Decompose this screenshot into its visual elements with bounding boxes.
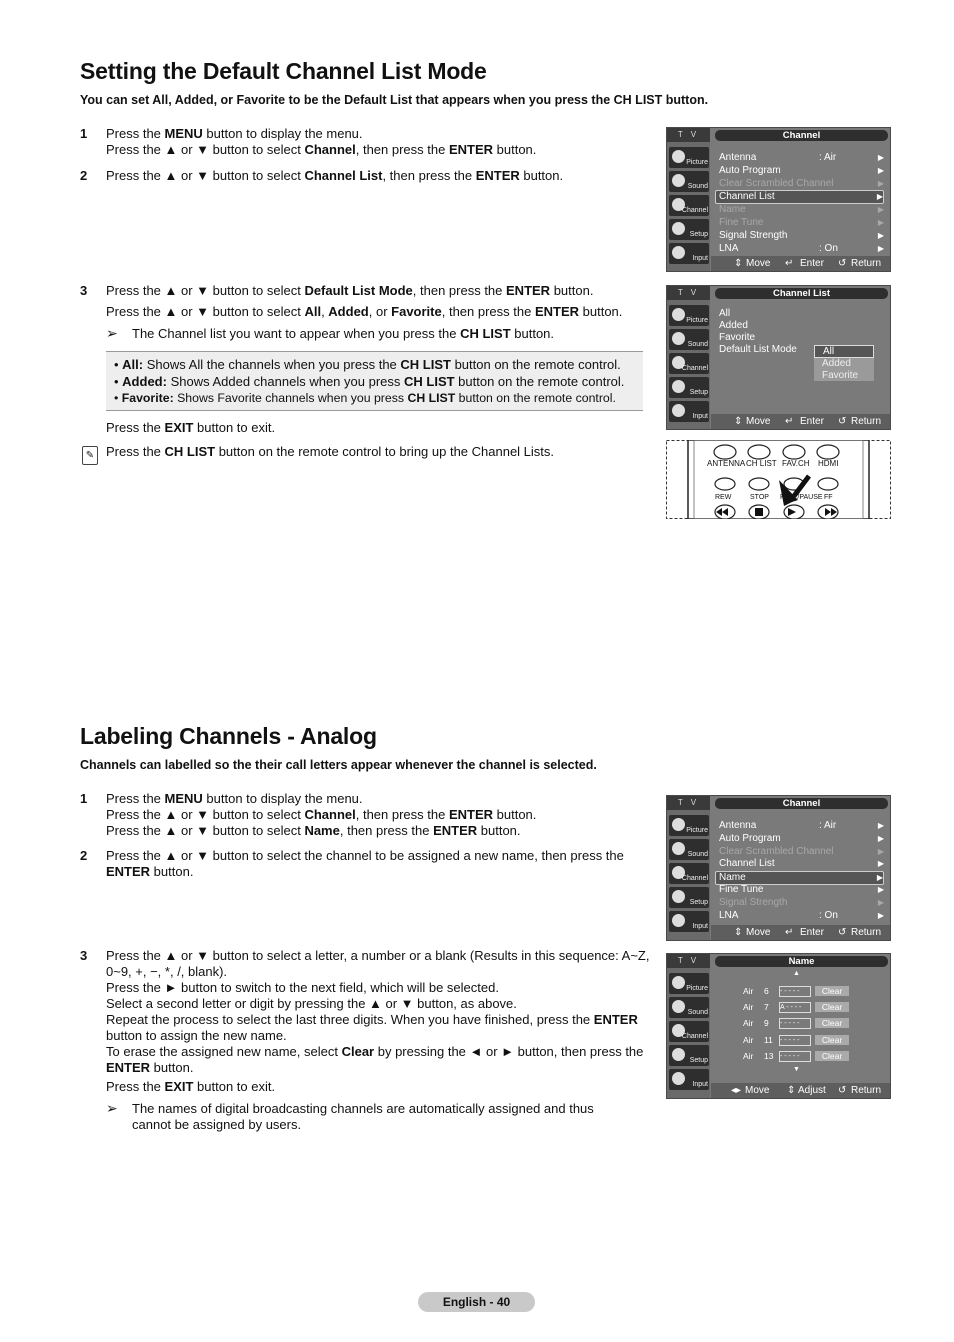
sound-icon bbox=[672, 332, 685, 345]
menu-label: Channel List bbox=[719, 191, 775, 202]
menu-label: Fine Tune bbox=[719, 884, 764, 895]
return-label: Return bbox=[851, 927, 882, 938]
setup-icon bbox=[672, 380, 685, 393]
setup-icon bbox=[672, 890, 685, 903]
sidebar-label: Input bbox=[692, 923, 708, 930]
s1-step2: 2 Press the ▲ or ▼ button to select Channel List, then press the ENTER button. bbox=[80, 168, 564, 183]
return-icon: ↺ bbox=[838, 927, 847, 938]
sidebar-item-sound[interactable] bbox=[669, 171, 709, 192]
name-row[interactable] bbox=[743, 1035, 883, 1047]
s2-exit-text: Press the EXIT button to exit. bbox=[106, 1079, 276, 1094]
osd-bottom-bar bbox=[711, 925, 890, 940]
osd-bottom-bar bbox=[711, 414, 890, 429]
menu-item-antenna[interactable] bbox=[719, 820, 884, 832]
sidebar-label: Sound bbox=[687, 851, 708, 858]
band-label: Air bbox=[743, 1002, 754, 1012]
move-label: Move bbox=[746, 416, 771, 427]
chevron-right-icon: ▶ bbox=[877, 218, 884, 227]
picture-icon bbox=[672, 308, 685, 321]
menu-label: Antenna bbox=[719, 152, 757, 163]
sidebar-item-setup[interactable] bbox=[669, 887, 709, 908]
sidebar-item-picture[interactable] bbox=[669, 973, 709, 994]
menu-value: : On bbox=[819, 910, 838, 921]
sound-icon bbox=[672, 1000, 685, 1013]
menu-item-fine-tune[interactable] bbox=[719, 217, 884, 229]
name-field[interactable]: - - - - - bbox=[779, 1051, 811, 1062]
setup-icon bbox=[672, 1048, 685, 1061]
sidebar-item-channel[interactable] bbox=[669, 195, 709, 216]
enter-icon: ↵ bbox=[785, 416, 794, 427]
updown-icon: ⇕ bbox=[787, 1085, 796, 1096]
menu-item-name[interactable] bbox=[715, 871, 884, 885]
section2-title: Labeling Channels - Analog bbox=[80, 723, 377, 749]
s1-step1: 1 Press the MENU button to display the menu. Press the ▲ or ▼ button to select Channel, then press the ENTER button. bbox=[80, 126, 537, 157]
updown-icon: ⇕ bbox=[734, 416, 743, 427]
sidebar-label: Picture bbox=[686, 317, 708, 324]
sidebar-item-setup[interactable] bbox=[669, 219, 709, 240]
menu-item-fine-tune[interactable] bbox=[719, 884, 884, 896]
menu-label: Name bbox=[719, 872, 746, 883]
return-icon: ↺ bbox=[838, 1085, 847, 1096]
chevron-right-icon: ▶ bbox=[877, 244, 884, 253]
menu-value: : Air bbox=[819, 820, 837, 831]
menu-item-name[interactable] bbox=[719, 204, 884, 216]
sidebar-item-input[interactable] bbox=[669, 243, 709, 264]
name-row[interactable] bbox=[743, 1002, 883, 1014]
chevron-right-icon: ▶ bbox=[877, 205, 884, 214]
menu-item-clear-scrambled[interactable] bbox=[719, 178, 884, 190]
name-field[interactable]: A - - - - bbox=[779, 1002, 811, 1013]
input-icon bbox=[672, 914, 685, 927]
name-row[interactable] bbox=[743, 1051, 883, 1063]
scroll-up-icon[interactable]: ▲ bbox=[793, 970, 800, 977]
band-label: Air bbox=[743, 986, 754, 996]
picture-icon bbox=[672, 818, 685, 831]
default-mode-dropdown[interactable] bbox=[814, 345, 874, 381]
sidebar-label: Channel bbox=[681, 875, 708, 882]
sound-icon bbox=[672, 174, 685, 187]
clear-button[interactable]: Clear bbox=[815, 1051, 849, 1061]
name-field[interactable]: - - - - - bbox=[779, 1035, 811, 1046]
osd-title: Name bbox=[715, 956, 888, 967]
sidebar-label: Sound bbox=[687, 341, 708, 348]
return-icon: ↺ bbox=[838, 416, 847, 427]
osd-channel-menu-2 bbox=[666, 795, 891, 941]
chevron-right-icon: ▶ bbox=[877, 153, 884, 162]
osd-title: Channel bbox=[715, 130, 888, 141]
sidebar-label: Picture bbox=[686, 827, 708, 834]
note-arrow-icon: ➢ bbox=[106, 325, 118, 341]
menu-item-signal-strength[interactable] bbox=[719, 897, 884, 909]
band-label: Air bbox=[743, 1051, 754, 1061]
input-icon bbox=[672, 246, 685, 259]
option-all[interactable]: All bbox=[814, 345, 874, 358]
clear-button[interactable]: Clear bbox=[815, 1002, 849, 1012]
option-added[interactable]: Added bbox=[822, 358, 851, 369]
menu-value: : Air bbox=[819, 152, 837, 163]
menu-label: Channel List bbox=[719, 858, 775, 869]
sidebar-label: Channel bbox=[681, 207, 708, 214]
sidebar-item-input[interactable] bbox=[669, 401, 709, 422]
sidebar-item-sound[interactable] bbox=[669, 997, 709, 1018]
clear-button[interactable]: Clear bbox=[815, 986, 849, 996]
section1-title: Setting the Default Channel List Mode bbox=[80, 58, 487, 84]
channel-number: 6 bbox=[764, 986, 769, 996]
menu-label: Default List Mode bbox=[719, 344, 797, 355]
remote-label-fav-ch: FAV.CH bbox=[782, 459, 810, 468]
s1-memo: Press the CH LIST button on the remote control to bring up the Channel Lists. bbox=[106, 444, 555, 459]
remote-label-play-pause: PLAY/PAUSE bbox=[780, 494, 823, 501]
channel-number: 7 bbox=[764, 1002, 769, 1012]
tv-label: T V bbox=[667, 286, 710, 300]
move-label: Move bbox=[746, 927, 771, 938]
chevron-right-icon: ▶ bbox=[877, 859, 884, 868]
clear-button[interactable]: Clear bbox=[815, 1018, 849, 1028]
sidebar-label: Setup bbox=[689, 1057, 708, 1064]
sidebar-label: Setup bbox=[689, 231, 708, 238]
s2-step1: 1 Press the MENU button to display the menu. Press the ▲ or ▼ button to select Channel, then press the ENTER button. Press the ▲ or ▼ button to select Name, then press the ENTER button. bbox=[80, 791, 537, 838]
section2-intro: Channels can labelled so the their call letters appear whenever the channel is selected. bbox=[80, 758, 597, 772]
remote-label-rew: REW bbox=[715, 494, 732, 501]
menu-item-auto-program[interactable] bbox=[719, 165, 884, 177]
return-label: Return bbox=[851, 416, 882, 427]
chevron-right-icon: ▶ bbox=[877, 231, 884, 240]
name-field[interactable]: - - - - - bbox=[779, 1018, 811, 1029]
step-number: 1 bbox=[80, 126, 88, 141]
chevron-right-icon: ▶ bbox=[876, 192, 883, 201]
sidebar-item-channel[interactable] bbox=[669, 353, 709, 374]
memo-icon: ✎ bbox=[82, 446, 98, 465]
remote-illustration bbox=[666, 440, 891, 519]
sidebar-label: Picture bbox=[686, 985, 708, 992]
osd-channel-list bbox=[666, 285, 891, 430]
move-label: Move bbox=[746, 258, 771, 269]
sidebar-label: Setup bbox=[689, 899, 708, 906]
menu-label: Signal Strength bbox=[719, 897, 788, 908]
input-icon bbox=[672, 404, 685, 417]
menu-label: Clear Scrambled Channel bbox=[719, 846, 834, 857]
sidebar-label: Input bbox=[692, 1081, 708, 1088]
step-number: 2 bbox=[80, 168, 88, 183]
clear-button[interactable]: Clear bbox=[815, 1035, 849, 1045]
menu-label: All bbox=[719, 308, 731, 319]
sidebar-item-input[interactable] bbox=[669, 1069, 709, 1090]
remote-label-stop: STOP bbox=[750, 494, 769, 501]
menu-label: Added bbox=[719, 320, 748, 331]
section1-intro: You can set All, Added, or Favorite to be the Default List that appears when you press the CH LIST button. bbox=[80, 93, 709, 107]
menu-value: : On bbox=[819, 243, 838, 254]
remote-label-ch-list: CH LIST bbox=[746, 459, 777, 468]
menu-label: LNA bbox=[719, 243, 739, 254]
s1-note: ➢ The Channel list you want to appear when you press the CH LIST button. bbox=[106, 325, 555, 341]
chevron-right-icon: ▶ bbox=[877, 166, 884, 175]
chevron-right-icon: ▶ bbox=[877, 898, 884, 907]
menu-label: Fine Tune bbox=[719, 217, 764, 228]
note-arrow-icon: ➢ bbox=[106, 1100, 118, 1116]
channel-number: 13 bbox=[764, 1051, 774, 1061]
tv-label: T V bbox=[667, 796, 710, 810]
menu-label: Antenna bbox=[719, 820, 757, 831]
chevron-right-icon: ▶ bbox=[877, 179, 884, 188]
updown-icon: ⇕ bbox=[734, 927, 743, 938]
s2-note: ➢ The names of digital broadcasting channels are automatically assigned and thus cannot be assigned by users. bbox=[106, 1100, 594, 1132]
list-item-all[interactable] bbox=[719, 308, 884, 320]
sidebar-item-sound[interactable] bbox=[669, 839, 709, 860]
enter-label: Enter bbox=[800, 416, 824, 427]
osd-bottom-bar bbox=[711, 1083, 890, 1098]
menu-label: Name bbox=[719, 204, 746, 215]
step-number: 1 bbox=[80, 791, 88, 806]
osd-channel-menu-1 bbox=[666, 127, 891, 272]
picture-icon bbox=[672, 150, 685, 163]
remote-label-ff: FF bbox=[824, 494, 833, 501]
name-field[interactable]: - - - - - bbox=[779, 986, 811, 997]
move-label: Move bbox=[745, 1085, 770, 1096]
remote-drawing bbox=[666, 440, 891, 519]
mode-description-box: • All: Shows All the channels when you press the CH LIST button on the remote control. • Added: Shows Added channels when you press CH LIST button on the remote control. • Favorite: Shows Favorite channels when you press CH LIST button on the remote control. bbox=[106, 351, 643, 411]
input-icon bbox=[672, 1072, 685, 1085]
page-footer: English - 40 bbox=[418, 1292, 535, 1312]
option-favorite[interactable]: Favorite bbox=[822, 370, 859, 381]
sound-icon bbox=[672, 842, 685, 855]
sidebar-label: Sound bbox=[687, 183, 708, 190]
s2-step2: 2 Press the ▲ or ▼ button to select the channel to be assigned a new name, then press the ENTER button. bbox=[80, 848, 624, 879]
menu-item-signal-strength[interactable] bbox=[719, 230, 884, 242]
sidebar-label: Channel bbox=[681, 365, 708, 372]
sidebar-item-input[interactable] bbox=[669, 911, 709, 932]
tv-label: T V bbox=[667, 954, 710, 968]
chevron-right-icon: ▶ bbox=[877, 885, 884, 894]
list-item-added[interactable] bbox=[719, 320, 884, 332]
sidebar-item-channel[interactable] bbox=[669, 1021, 709, 1042]
menu-item-antenna[interactable] bbox=[719, 152, 884, 164]
sidebar-item-setup[interactable] bbox=[669, 377, 709, 398]
enter-label: Enter bbox=[800, 258, 824, 269]
osd-title: Channel bbox=[715, 798, 888, 809]
chevron-right-icon: ▶ bbox=[877, 821, 884, 830]
remote-label-hdmi: HDMI bbox=[818, 459, 839, 468]
osd-title: Channel List bbox=[715, 288, 888, 299]
chevron-right-icon: ▶ bbox=[877, 834, 884, 843]
menu-item-lna[interactable] bbox=[719, 910, 884, 922]
sidebar-label: Picture bbox=[686, 159, 708, 166]
list-item-favorite[interactable] bbox=[719, 332, 884, 344]
menu-label: Signal Strength bbox=[719, 230, 788, 241]
sidebar-item-picture[interactable] bbox=[669, 815, 709, 836]
updown-icon: ⇕ bbox=[734, 258, 743, 269]
return-icon: ↺ bbox=[838, 258, 847, 269]
sidebar-label: Sound bbox=[687, 1009, 708, 1016]
menu-item-channel-list[interactable] bbox=[719, 858, 884, 870]
menu-label: Auto Program bbox=[719, 833, 781, 844]
enter-icon: ↵ bbox=[785, 258, 794, 269]
picture-icon bbox=[672, 976, 685, 989]
chevron-right-icon: ▶ bbox=[877, 847, 884, 856]
menu-item-lna[interactable] bbox=[719, 243, 884, 255]
chevron-right-icon: ▶ bbox=[877, 911, 884, 920]
enter-icon: ↵ bbox=[785, 927, 794, 938]
scroll-down-icon[interactable]: ▼ bbox=[793, 1066, 800, 1073]
return-label: Return bbox=[851, 258, 882, 269]
menu-label: Favorite bbox=[719, 332, 756, 343]
adjust-label: Adjust bbox=[798, 1085, 826, 1096]
tv-label: T V bbox=[667, 128, 710, 142]
leftright-icon: ◂▸ bbox=[731, 1085, 742, 1096]
sidebar-item-channel[interactable] bbox=[669, 863, 709, 884]
band-label: Air bbox=[743, 1035, 754, 1045]
name-row[interactable] bbox=[743, 986, 883, 998]
sidebar-label: Setup bbox=[689, 389, 708, 396]
sidebar-item-picture[interactable] bbox=[669, 147, 709, 168]
return-label: Return bbox=[851, 1085, 882, 1096]
name-row[interactable] bbox=[743, 1018, 883, 1030]
sidebar-item-picture[interactable] bbox=[669, 305, 709, 326]
channel-number: 11 bbox=[764, 1035, 773, 1045]
sidebar-label: Channel bbox=[681, 1033, 708, 1040]
step-number: 3 bbox=[80, 283, 88, 298]
band-label: Air bbox=[743, 1018, 754, 1028]
osd-bottom-bar bbox=[711, 256, 890, 271]
remote-label-antenna: ANTENNA bbox=[707, 459, 746, 468]
menu-label: Auto Program bbox=[719, 165, 781, 176]
menu-item-auto-program[interactable] bbox=[719, 833, 884, 845]
sidebar-label: Input bbox=[692, 255, 708, 262]
menu-label: LNA bbox=[719, 910, 739, 921]
step-number: 2 bbox=[80, 848, 88, 863]
chevron-right-icon: ▶ bbox=[876, 873, 883, 882]
channel-number: 9 bbox=[764, 1018, 769, 1028]
menu-item-clear-scrambled[interactable] bbox=[719, 846, 884, 858]
s1-exit-text: Press the EXIT button to exit. bbox=[106, 420, 276, 435]
step-number: 3 bbox=[80, 948, 88, 963]
sidebar-item-setup[interactable] bbox=[669, 1045, 709, 1066]
setup-icon bbox=[672, 222, 685, 235]
sidebar-item-sound[interactable] bbox=[669, 329, 709, 350]
menu-label: Clear Scrambled Channel bbox=[719, 178, 834, 189]
sidebar-label: Input bbox=[692, 413, 708, 420]
menu-item-channel-list[interactable] bbox=[715, 190, 884, 204]
osd-name-editor bbox=[666, 953, 891, 1099]
enter-label: Enter bbox=[800, 927, 824, 938]
s1-step3: 3 Press the ▲ or ▼ button to select Default List Mode, then press the ENTER button. Press the ▲ or ▼ button to select All, Added, or Favorite, then press the ENTER button. bbox=[80, 283, 623, 319]
s2-step3: 3 Press the ▲ or ▼ button to select a letter, a number or a blank (Results in this sequence: A~Z, 0~9, +, −, *, /, blank). Press the ► button to switch to the next field, which will be selected. Select a second letter or digit by pressing the ▲ or ▼ button, as above. Repeat the process to select the last three digits. When you have finished, press the ENTER button to assign the new name. To erase the assigned new name, select Clear by pressing the ◄ or ► button, then press the ENTER button. bbox=[80, 948, 650, 1075]
